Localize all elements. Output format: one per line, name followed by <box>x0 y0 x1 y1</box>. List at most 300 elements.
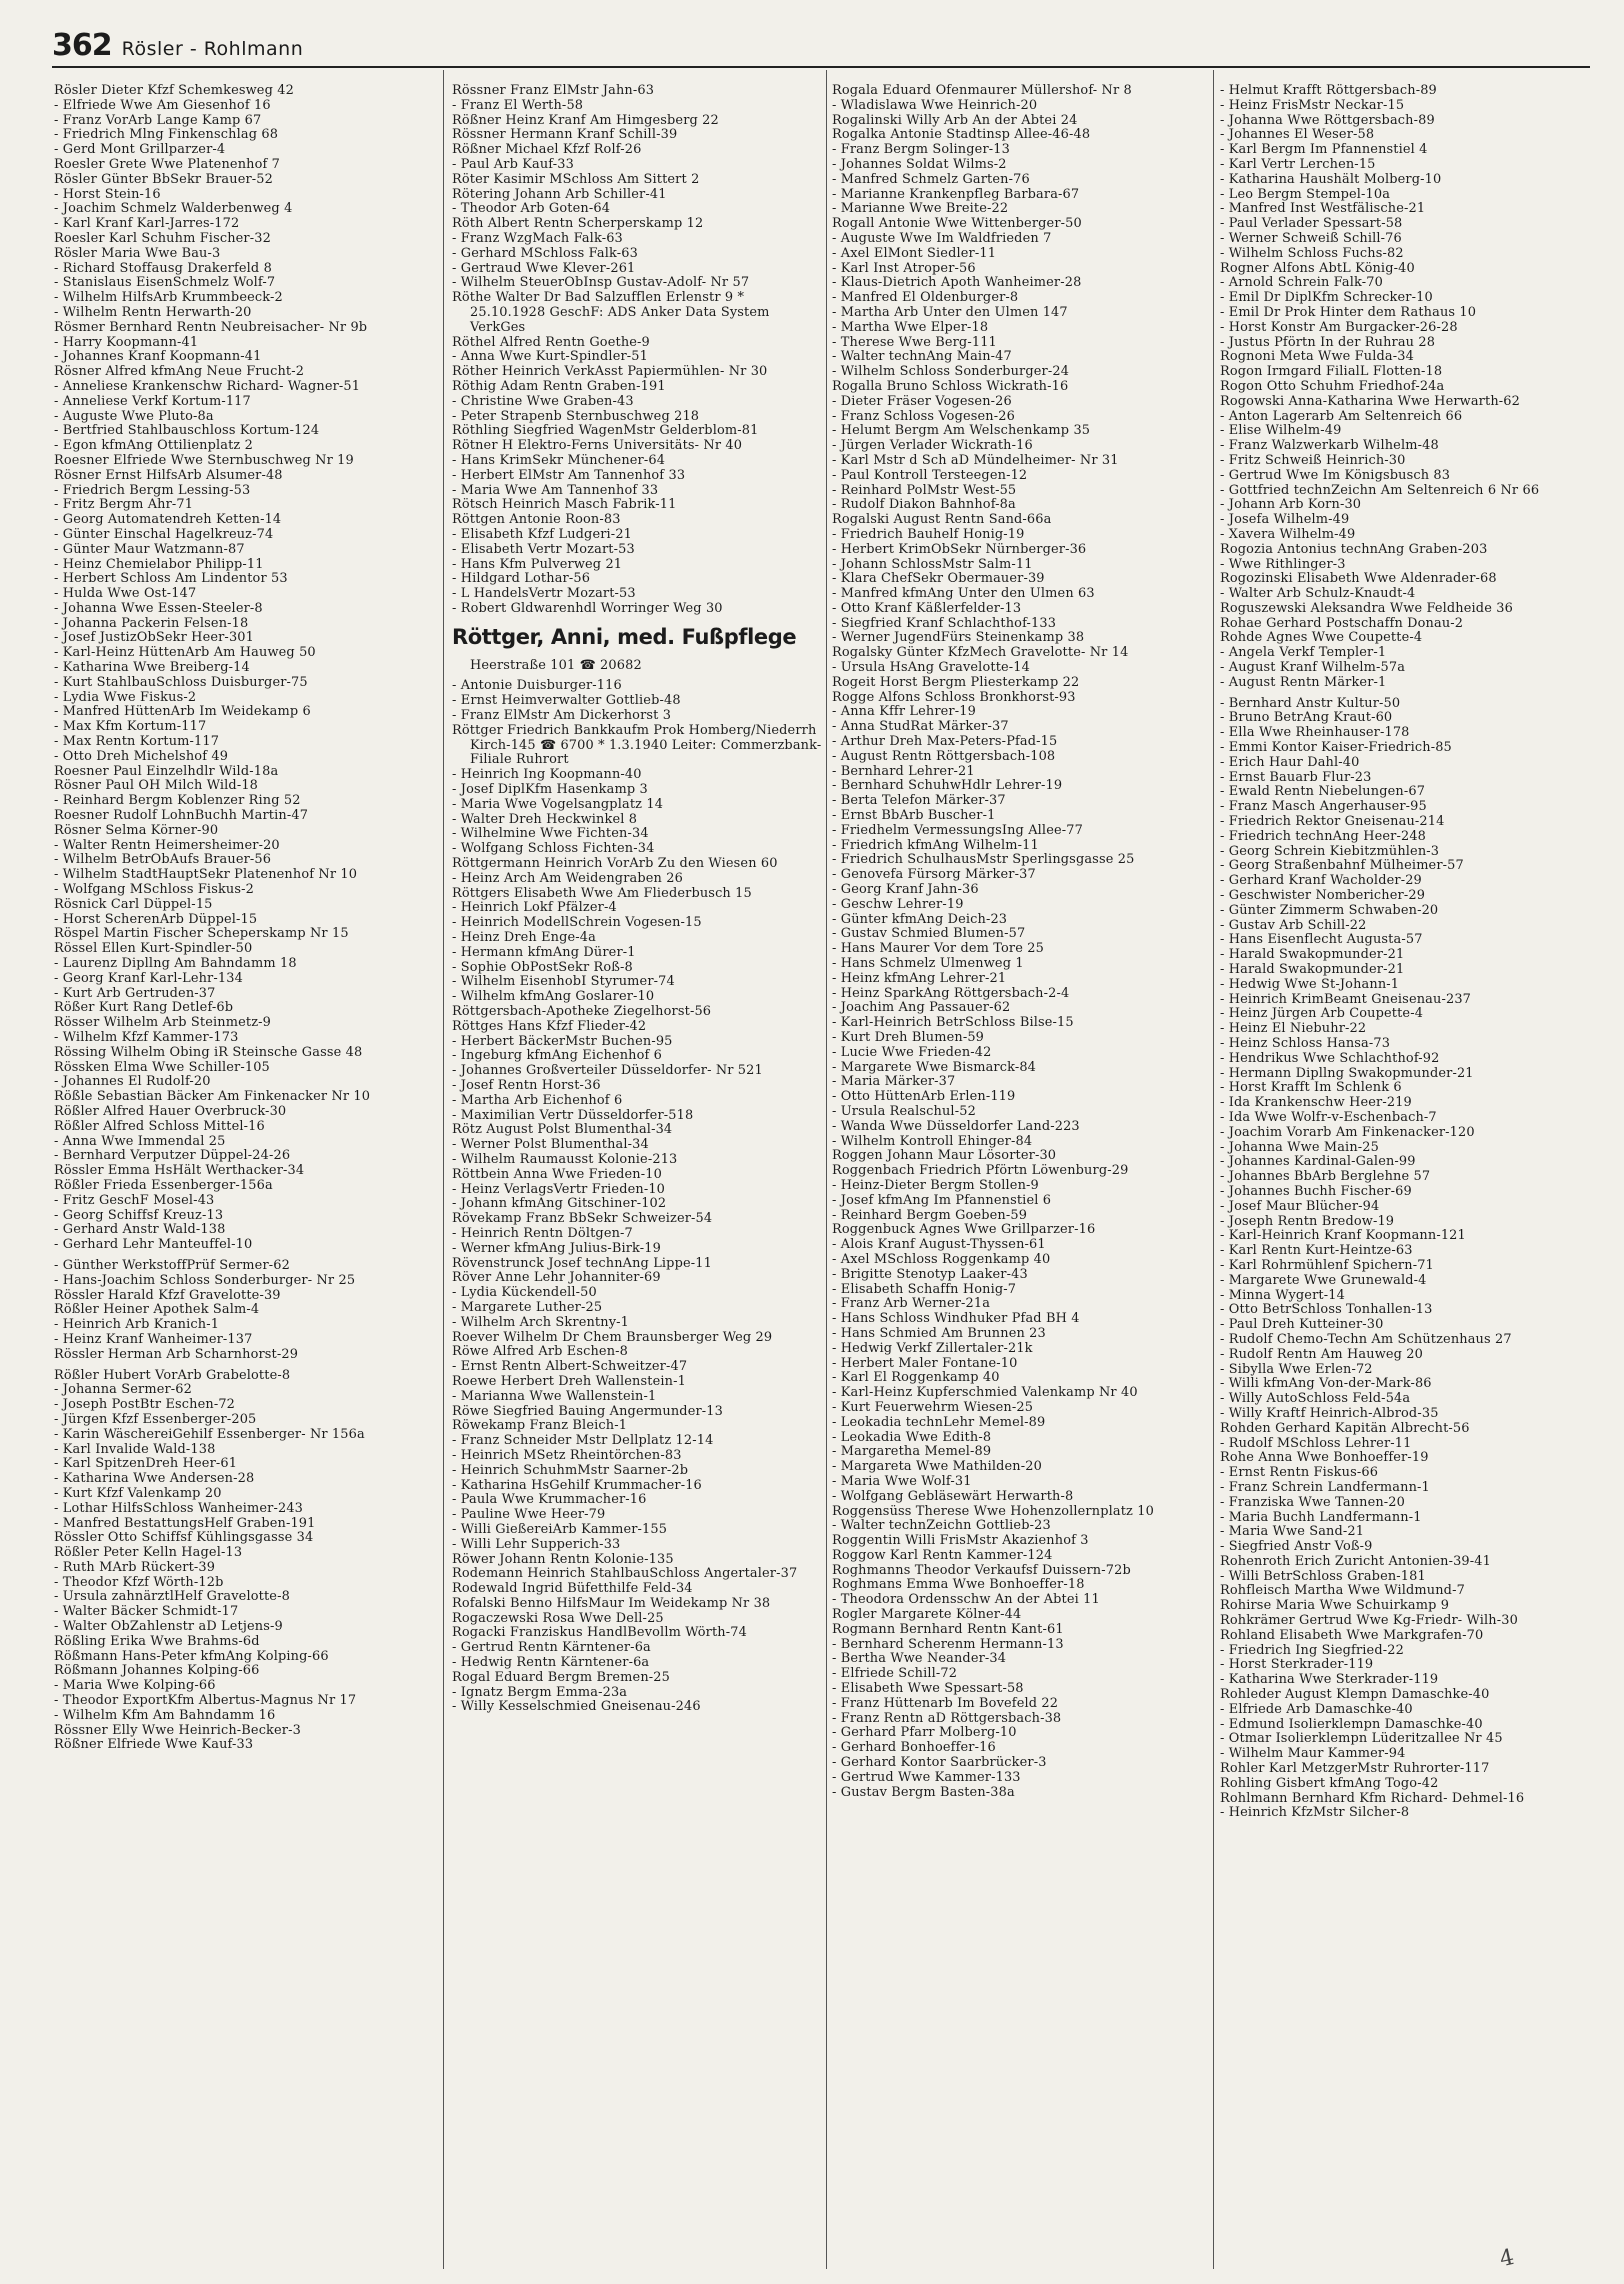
directory-entry: Rössing Wilhelm Obing iR Steinsche Gasse 48 <box>54 1044 363 1060</box>
directory-entry: Roesler Karl Schuhm Fischer-32 <box>54 230 271 246</box>
directory-entry: Rössler Emma HsHält Werthacker-34 <box>54 1163 305 1179</box>
directory-entry: Rohenroth Erich Zuricht Antonien-39-41 <box>1220 1553 1491 1569</box>
directory-entry: - Wolfgang Schloss Fichten-34 <box>452 841 655 857</box>
directory-entry: Rösner Paul OH Milch Wild-18 <box>54 778 259 794</box>
directory-entry: - Wilhelm Maur Kammer-94 <box>1220 1746 1406 1762</box>
directory-entry: - Edmund Isolierklempn Damaschke-40 <box>1220 1716 1483 1732</box>
directory-entry: - Anna StudRat Märker-37 <box>832 719 1009 735</box>
directory-entry: Roggen Johann Maur Lösorter-30 <box>832 1148 1057 1164</box>
directory-entry: Röttgermann Heinrich VorArb Zu den Wiesen 60 <box>452 856 778 872</box>
directory-entry: - Ursula Realschul-52 <box>832 1103 976 1119</box>
directory-entry: - Maria Wwe Sand-21 <box>1220 1524 1365 1540</box>
directory-entry: Rövekamp Franz BbSekr Schweizer-54 <box>452 1211 713 1227</box>
directory-entry: Rösler Dieter Kfzf Schemkesweg 42 <box>54 84 294 98</box>
directory-entry: - Heinrich KfzMstr Silcher-8 <box>1220 1805 1410 1821</box>
directory-entry: - Willi Lehr Supperich-33 <box>452 1536 621 1552</box>
directory-entry: - Heinz Dreh Enge-4a <box>452 930 596 946</box>
directory-entry: Rohkrämer Gertrud Wwe Kg-Friedr- Wilh-30 <box>1220 1613 1518 1629</box>
directory-entry: - Horst Krafft Im Schlenk 6 <box>1220 1080 1402 1096</box>
directory-entry: - Franz ElMstr Am Dickerhorst 3 <box>452 708 672 724</box>
directory-entry: - Josef kfmAng Im Pfannenstiel 6 <box>832 1192 1052 1208</box>
directory-entry: - Johann SchlossMstr Salm-11 <box>832 556 1033 572</box>
directory-entry: - Karl Kranf Karl-Jarres-172 <box>54 216 240 232</box>
directory-entry: - Josefa Wilhelm-49 <box>1220 512 1350 528</box>
directory-entry: - Heinrich Lokf Pfälzer-4 <box>452 900 617 916</box>
directory-entry: - Ernst Rentn Albert-Schweitzer-47 <box>452 1359 688 1375</box>
directory-entry: - Walter Rentn Heimersheimer-20 <box>54 837 280 853</box>
directory-entry: - Reinhard PolMstr West-55 <box>832 482 1017 498</box>
directory-entry: - Franz Schloss Vogesen-26 <box>832 408 1015 424</box>
directory-entry: - Karl El Roggenkamp 40 <box>832 1370 1000 1386</box>
directory-entry: - Franz Schrein Landfermann-1 <box>1220 1479 1430 1495</box>
directory-entry: - Johanna Sermer-62 <box>54 1382 193 1398</box>
directory-entry: Rößmann Johannes Kolping-66 <box>54 1663 260 1679</box>
directory-entry: - Ingeburg kfmAng Eichenhof 6 <box>452 1048 663 1064</box>
directory-entry: - Geschwister Nombericher-29 <box>1220 888 1426 904</box>
directory-entry: - Paul Dreh Kutteiner-30 <box>1220 1317 1384 1333</box>
directory-entry: Rösner Alfred kfmAng Neue Frucht-2 <box>54 364 305 380</box>
directory-entry: - Sibylla Wwe Erlen-72 <box>1220 1361 1373 1377</box>
directory-entry: - Friedrich kfmAng Wilhelm-11 <box>832 837 1039 853</box>
directory-entry: - Maria Wwe Wolf-31 <box>832 1473 972 1489</box>
directory-entry: - Gerhard Lehr Manteuffel-10 <box>54 1237 253 1253</box>
directory-entry: Rötz August Polst Blumenthal-34 <box>452 1122 673 1138</box>
directory-entry: - Peter Strapenb Sternbuschweg 218 <box>452 408 700 424</box>
directory-entry: - Karl-Heinrich BetrSchloss Bilse-15 <box>832 1015 1074 1031</box>
directory-entry: - Arthur Dreh Max-Peters-Pfad-15 <box>832 734 1058 750</box>
directory-entry: - Gerhard Kranf Wacholder-29 <box>1220 873 1422 889</box>
directory-entry: - Karl-Heinz Kupferschmied Valenkamp Nr 40 <box>832 1385 1138 1401</box>
page-header <box>52 28 303 68</box>
directory-entry: Rövenstrunck Josef technAng Lippe-11 <box>452 1255 712 1271</box>
directory-entry: - Johanna Wwe Essen-Steeler-8 <box>54 600 263 616</box>
directory-entry: - August Kranf Wilhelm-57a <box>1220 660 1406 676</box>
directory-entry: Röttger Friedrich Bankkaufm Prok Homberg/Niederrh Kirch-145 ☎ 6700 * 1.3.1940 Leiter: Commerzbank-Filiale Ruhrort <box>452 722 822 768</box>
directory-entry: - Lydia Kückendell-50 <box>452 1285 597 1301</box>
directory-entry: Roggenbuck Agnes Wwe Grillparzer-16 <box>832 1222 1096 1238</box>
directory-entry: - Harald Swakopmunder-21 <box>1220 962 1405 978</box>
directory-entry: - Katharina Wwe Sterkrader-119 <box>1220 1672 1439 1688</box>
directory-entry: - Bertfried Stahlbauschloss Kortum-124 <box>54 423 320 439</box>
directory-entry: - Joachim Ang Passauer-62 <box>832 1000 1011 1016</box>
directory-entry: Röwe Alfred Arb Eschen-8 <box>452 1344 629 1360</box>
directory-entry: - Anneliese Verkf Kortum-117 <box>54 393 251 409</box>
directory-entry: - Ewald Rentn Niebelungen-67 <box>1220 784 1426 800</box>
directory-entry: - Manfred kfmAng Unter den Ulmen 63 <box>832 586 1095 602</box>
directory-entry: - Karl Vertr Lerchen-15 <box>1220 156 1376 172</box>
directory-entry: - Kurt Arb Gertruden-37 <box>54 985 216 1001</box>
directory-entry: - Auguste Wwe Im Waldfrieden 7 <box>832 230 1052 246</box>
directory-entry: - Egon kfmAng Ottilienplatz 2 <box>54 438 253 454</box>
directory-entry: - Xavera Wilhelm-49 <box>1220 526 1356 542</box>
page-number: 362 <box>52 28 112 63</box>
directory-entry: - Friedrich SchulhausMstr Sperlingsgasse 25 <box>832 852 1135 868</box>
directory-entry: - Joseph Rentn Bredow-19 <box>1220 1213 1395 1229</box>
directory-entry: Röver Anne Lehr Johanniter-69 <box>452 1270 661 1286</box>
directory-entry: - Hedwig Wwe St-Johann-1 <box>1220 976 1400 992</box>
directory-entry: - Karl-Heinrich Kranf Koopmann-121 <box>1220 1228 1466 1244</box>
directory-entry: Rogozinski Elisabeth Wwe Aldenrader-68 <box>1220 571 1497 587</box>
directory-entry: - Herbert KrimObSekr Nürnberger-36 <box>832 541 1087 557</box>
advertisement-address: Heerstraße 101 ☎ 20682 <box>470 657 642 673</box>
directory-entry: Rößmann Hans-Peter kfmAng Kolping-66 <box>54 1648 329 1664</box>
directory-entry: Rössner Hermann Kranf Schill-39 <box>452 127 678 143</box>
directory-entry: - Franz Rentn aD Röttgersbach-38 <box>832 1710 1062 1726</box>
directory-entry: - Karin WäschereiGehilf Essenberger- Nr 156a <box>54 1426 365 1442</box>
directory-entry: - Friedrich Ing Siegfried-22 <box>1220 1642 1404 1658</box>
directory-entry: - Reinhard Bergm Goeben-59 <box>832 1207 1028 1223</box>
directory-entry: - Wilhelm StadtHauptSekr Platenenhof Nr 10 <box>54 867 358 883</box>
directory-entry: Roguszewski Aleksandra Wwe Feldheide 36 <box>1220 600 1513 616</box>
directory-entry: Rössel Ellen Kurt-Spindler-50 <box>54 941 253 957</box>
directory-entry: - Manfred BestattungsHelf Graben-191 <box>54 1515 316 1531</box>
directory-entry: - Franz Hüttenarb Im Bovefeld 22 <box>832 1695 1059 1711</box>
directory-entry: - Heinz-Dieter Bergm Stollen-9 <box>832 1177 1039 1193</box>
directory-entry: Rösler Maria Wwe Bau-3 <box>54 245 221 261</box>
directory-entry: Rößler Peter Kelln Hagel-13 <box>54 1545 243 1561</box>
directory-entry: - Johannes Kardinal-Galen-99 <box>1220 1154 1416 1170</box>
directory-entry: - Dieter Fräser Vogesen-26 <box>832 393 1012 409</box>
directory-entry: Rogalla Bruno Schloss Wickrath-16 <box>832 378 1069 394</box>
directory-entry: Rötering Johann Arb Schiller-41 <box>452 186 667 202</box>
directory-entry: - Harry Koopmann-41 <box>54 334 199 350</box>
directory-entry: - Maria Märker-37 <box>832 1074 956 1090</box>
directory-entry: - Manfred Schmelz Garten-76 <box>832 171 1030 187</box>
directory-entry: - Marianna Wwe Wallenstein-1 <box>452 1388 657 1404</box>
directory-entry: Röttgers Elisabeth Wwe Am Fliederbusch 15 <box>452 885 752 901</box>
directory-entry: - Hedwig Rentn Kärntener-6a <box>452 1655 650 1671</box>
directory-entry: Rohde Agnes Wwe Coupette-4 <box>1220 630 1423 646</box>
directory-entry: Rogalinski Willy Arb An der Abtei 24 <box>832 112 1078 128</box>
directory-entry: Rösner Selma Körner-90 <box>54 822 219 838</box>
directory-entry: - Wilhelm kfmAng Goslarer-10 <box>452 989 655 1005</box>
directory-entry: Rösler Günter BbSekr Brauer-52 <box>54 171 273 187</box>
directory-entry: - Wilhelm Schloss Fuchs-82 <box>1220 245 1404 261</box>
directory-entry: Roggensüss Therese Wwe Hohenzollernplatz 10 <box>832 1503 1154 1519</box>
directory-entry: - Karl Invalide Wald-138 <box>54 1441 216 1457</box>
directory-entry: - Anna Wwe Immendal 25 <box>54 1133 226 1149</box>
directory-entry: - Wilhelm Raumausst Kolonie-213 <box>452 1151 678 1167</box>
directory-entry: - Emmi Kontor Kaiser-Friedrich-85 <box>1220 740 1452 756</box>
directory-entry: - Sophie ObPostSekr Roß-8 <box>452 959 633 975</box>
directory-entry: - Horst Konstr Am Burgacker-26-28 <box>1220 319 1458 335</box>
directory-entry: - Gerhard MSchloss Falk-63 <box>452 245 638 261</box>
directory-entry: - Arnold Schrein Falk-70 <box>1220 275 1383 291</box>
directory-entry: - Katharina Haushält Molberg-10 <box>1220 171 1442 187</box>
directory-entry: - Karl Mstr d Sch aD Mündelheimer- Nr 31 <box>832 452 1119 468</box>
directory-entry: - Walter technZeichn Gottlieb-23 <box>832 1518 1051 1534</box>
directory-entry: - Theodor Arb Goten-64 <box>452 201 611 217</box>
directory-entry: - Emil Dr Prok Hinter dem Rathaus 10 <box>1220 304 1477 320</box>
directory-entry: - Hans Maurer Vor dem Tore 25 <box>832 941 1044 957</box>
directory-entry: - Siegfried Kranf Schlachthof-133 <box>832 615 1057 631</box>
directory-entry: - Günter Maur Watzmann-87 <box>54 541 245 557</box>
directory-entry: - Berta Telefon Märker-37 <box>832 793 1006 809</box>
directory-entry: - Willi GießereiArb Kammer-155 <box>452 1521 668 1537</box>
directory-entry: - Josef Rentn Horst-36 <box>452 1078 601 1093</box>
directory-entry: Rötsch Heinrich Masch Fabrik-11 <box>452 497 677 513</box>
directory-entry: - Katharina Wwe Breiberg-14 <box>54 660 250 676</box>
directory-entry: - Karl Bergm Im Pfannenstiel 4 <box>1220 142 1428 158</box>
directory-entry: - Pauline Wwe Heer-79 <box>452 1507 606 1523</box>
column-divider <box>443 70 444 2269</box>
directory-entry: - Hendrikus Wwe Schlachthof-92 <box>1220 1050 1440 1066</box>
directory-entry: Roesner Rudolf LohnBuchh Martin-47 <box>54 808 309 824</box>
directory-entry: - Theodor Kfzf Wörth-12b <box>54 1574 224 1590</box>
directory-entry: - Brigitte Stenotyp Laaker-43 <box>832 1266 1028 1282</box>
directory-entry: - Wolfgang Gebläsewärt Herwarth-8 <box>832 1488 1074 1504</box>
directory-entry: - Friedrich Rektor Gneisenau-214 <box>1220 814 1445 830</box>
directory-entry: - Elfriede Schill-72 <box>832 1666 958 1682</box>
directory-entry: - Johannes Kranf Koopmann-41 <box>54 349 262 365</box>
directory-entry: - Elisabeth Wwe Spessart-58 <box>832 1681 1024 1697</box>
directory-entry: Rogmann Bernhard Rentn Kant-61 <box>832 1621 1064 1637</box>
directory-entry: Rogon Otto Schuhm Friedhof-24a <box>1220 378 1445 394</box>
directory-entry: Röth Albert Rentn Scherperskamp 12 <box>452 216 704 232</box>
directory-entry: Röthel Alfred Rentn Goethe-9 <box>452 334 650 350</box>
directory-entry: Rohler Karl MetzgerMstr Ruhrorter-117 <box>1220 1761 1490 1777</box>
directory-entry: - Ursula HsAng Gravelotte-14 <box>832 660 1031 676</box>
directory-entry: Rößler Heiner Apothek Salm-4 <box>54 1302 260 1318</box>
directory-entry: - Ernst Heimverwalter Gottlieb-48 <box>452 693 681 709</box>
directory-entry: Rohland Elisabeth Wwe Markgrafen-70 <box>1220 1627 1484 1643</box>
directory-entry: Rogaczewski Rosa Wwe Dell-25 <box>452 1610 664 1626</box>
directory-entry: - Manfred HüttenArb Im Weidekamp 6 <box>54 704 311 720</box>
directory-entry: - Theodora Ordensschw An der Abtei 11 <box>832 1592 1100 1608</box>
directory-entry: Roghmans Emma Wwe Bonhoeffer-18 <box>832 1577 1085 1593</box>
directory-entry: - Franz WzgMach Falk-63 <box>452 230 623 246</box>
directory-entry: - Paul Verlader Spessart-58 <box>1220 216 1403 232</box>
directory-entry: - Fritz Schweiß Heinrich-30 <box>1220 452 1406 468</box>
directory-entry: - Wilhelm HilfsArb Krummbeeck-2 <box>54 290 283 306</box>
directory-entry: Röwe Siegfried Bauing Angermunder-13 <box>452 1403 724 1419</box>
directory-entry: Rogacki Franziskus HandlBevollm Wörth-74 <box>452 1625 747 1641</box>
directory-entry: - Friedrich Bergm Lessing-53 <box>54 482 251 498</box>
directory-entry: - Karl Rentn Kurt-Heintze-63 <box>1220 1243 1413 1259</box>
directory-entry: Roghmanns Theodor Verkaufsf Duissern-72b <box>832 1562 1131 1578</box>
directory-entry: - Johannes Großverteiler Düsseldorfer- Nr 521 <box>452 1063 763 1079</box>
directory-entry: - Gustav Arb Schill-22 <box>1220 917 1367 933</box>
directory-entry: Roggow Karl Rentn Kammer-124 <box>832 1547 1053 1563</box>
directory-entry: - Gerhard Bonhoeffer-16 <box>832 1740 996 1756</box>
directory-entry: - Wilhelm Kfzf Kammer-173 <box>54 1030 239 1045</box>
directory-entry: - Siegfried Anstr Voß-9 <box>1220 1539 1373 1555</box>
directory-entry: - Anna Kffr Lehrer-19 <box>832 704 976 720</box>
directory-entry: - Martha Arb Unter den Ulmen 147 <box>832 304 1068 320</box>
directory-entry: - Johann kfmAng Gitschiner-102 <box>452 1196 667 1212</box>
directory-entry: - Hildgard Lothar-56 <box>452 571 591 587</box>
directory-entry: - Franz Masch Angerhauser-95 <box>1220 799 1427 815</box>
directory-entry: - Jürgen Verlader Wickrath-16 <box>832 438 1033 454</box>
directory-entry: - Heinz FrisMstr Neckar-15 <box>1220 97 1405 113</box>
directory-entry: Roesner Paul Einzelhdlr Wild-18a <box>54 763 279 779</box>
directory-entry: - Wilhelmine Wwe Fichten-34 <box>452 826 649 842</box>
directory-entry: - Franz Bergm Solinger-13 <box>832 142 1010 158</box>
directory-entry: - Lucie Wwe Frieden-42 <box>832 1044 992 1060</box>
directory-entry: - Ruth MArb Rückert-39 <box>54 1559 216 1575</box>
directory-entry: - Wilhelm SteuerObInsp Gustav-Adolf- Nr 57 <box>452 275 750 291</box>
directory-entry: Rösner Ernst HilfsArb Alsumer-48 <box>54 467 283 483</box>
directory-entry: - Laurenz Dipllng Am Bahndamm 18 <box>54 956 297 972</box>
directory-entry: - Gottfried technZeichn Am Seltenreich 6 Nr 66 <box>1220 482 1540 498</box>
directory-entry: - Otmar Isolierklempn Lüderitzallee Nr 45 <box>1220 1731 1503 1747</box>
directory-entry: - Margarete Wwe Bismarck-84 <box>832 1059 1037 1075</box>
directory-entry: - Helumt Bergm Am Welschenkamp 35 <box>832 423 1091 439</box>
directory-entry: Rössler Otto Schiffsf Kühlingsgasse 34 <box>54 1530 314 1546</box>
directory-entry: - Heinz VerlagsVertr Frieden-10 <box>452 1181 666 1197</box>
directory-entry: - Joachim Schmelz Walderbenweg 4 <box>54 201 293 217</box>
directory-entry: - Willy Kesselschmied Gneisenau-246 <box>452 1699 701 1715</box>
directory-entry: - Fritz Bergm Ahr-71 <box>54 497 194 513</box>
directory-entry: - Gertrud Wwe Im Königsbusch 83 <box>1220 467 1451 483</box>
directory-entry: - Horst Sterkrader-119 <box>1220 1657 1374 1673</box>
directory-entry: - Heinz SparkAng Röttgersbach-2-4 <box>832 985 1070 1001</box>
directory-entry: - Margareta Wwe Mathilden-20 <box>832 1459 1042 1475</box>
directory-entry: Roggentin Willi FrisMstr Akazienhof 3 <box>832 1533 1089 1549</box>
directory-entry: - Bertha Wwe Neander-34 <box>832 1651 1007 1667</box>
directory-entry: Röthling Siegfried WagenMstr Gelderblom-81 <box>452 423 759 439</box>
directory-entry: - Hans Kfm Pulverweg 21 <box>452 556 623 572</box>
directory-entry: - Gertraud Wwe Klever-261 <box>452 260 636 276</box>
directory-entry: Röspel Martin Fischer Scheperskamp Nr 15 <box>54 926 349 942</box>
directory-entry: - Horst ScherenArb Düppel-15 <box>54 911 258 927</box>
directory-entry: Rößling Erika Wwe Brahms-6d <box>54 1633 260 1649</box>
directory-entry: - Willy Kraftf Heinrich-Albrod-35 <box>1220 1405 1439 1421</box>
directory-column-1 <box>54 84 436 2269</box>
directory-entry: Roggenbach Friedrich Pförtn Löwenburg-29 <box>832 1163 1129 1179</box>
directory-entry: - Bernhard Anstr Kultur-50 <box>1220 695 1401 711</box>
directory-entry: - Rudolf Diakon Bahnhof-8a <box>832 497 1016 513</box>
directory-entry: - Wilhelm EisenhobI Styrumer-74 <box>452 974 675 990</box>
directory-entry: - Johannes Buchh Fischer-69 <box>1220 1183 1412 1199</box>
directory-entry: - Katharina Wwe Andersen-28 <box>54 1471 255 1487</box>
directory-entry: - Josef Maur Blücher-94 <box>1220 1198 1380 1214</box>
directory-entry: - Maximilian Vertr Düsseldorfer-518 <box>452 1107 694 1123</box>
directory-entry: - Angela Verkf Templer-1 <box>1220 645 1387 661</box>
directory-entry: - Ella Wwe Rheinhauser-178 <box>1220 725 1410 741</box>
page-title: Rösler - Rohlmann <box>121 38 304 60</box>
directory-entry: - Georg Kranf Karl-Lehr-134 <box>54 970 243 986</box>
directory-entry: - Hermann kfmAng Dürer-1 <box>452 944 636 960</box>
directory-entry: - Josef DiplKfm Hasenkamp 3 <box>452 782 648 798</box>
directory-entry: Rößler Alfred Hauer Overbruck-30 <box>54 1103 287 1119</box>
directory-entry: - Manfred El Oldenburger-8 <box>832 290 1019 306</box>
directory-entry: Rößner Elfriede Wwe Kauf-33 <box>54 1737 254 1753</box>
directory-entry: - Anna Wwe Kurt-Spindler-51 <box>452 349 648 365</box>
directory-column-3 <box>832 84 1206 2269</box>
directory-entry: - Klaus-Dietrich Apoth Wanheimer-28 <box>832 275 1082 291</box>
directory-entry: Röttges Hans Kfzf Flieder-42 <box>452 1018 647 1034</box>
directory-entry: - Johannes El Weser-58 <box>1220 127 1375 143</box>
directory-entry: - Heinz El Niebuhr-22 <box>1220 1021 1367 1037</box>
directory-entry: - Hulda Wwe Ost-147 <box>54 586 197 602</box>
directory-entry: - Gertrud Rentn Kärntener-6a <box>452 1640 651 1656</box>
directory-entry: - Anneliese Krankenschw Richard- Wagner-51 <box>54 378 361 394</box>
directory-entry: Röthe Walter Dr Bad Salzufflen Erlenstr 9 * 25.10.1928 GeschF: ADS Anker Data System VerkGes <box>452 290 770 335</box>
directory-entry: Rohlmann Bernhard Kfm Richard- Dehmel-16 <box>1220 1790 1525 1806</box>
directory-entry: - Franz Arb Werner-21a <box>832 1296 991 1312</box>
directory-entry: - Karl-Heinz HüttenArb Am Hauweg 50 <box>54 645 316 661</box>
directory-entry: - Jürgen Kfzf Essenberger-205 <box>54 1411 257 1427</box>
directory-entry: - Rudolf Chemo-Techn Am Schützenhaus 27 <box>1220 1331 1512 1347</box>
directory-entry: - Johannes Soldat Wilms-2 <box>832 156 1007 172</box>
directory-entry: - Katharina HsGehilf Krummacher-16 <box>452 1477 702 1493</box>
directory-entry: Rodewald Ingrid Büfetthilfe Feld-34 <box>452 1581 693 1597</box>
directory-entry: Rohe Anna Wwe Bonhoeffer-19 <box>1220 1450 1429 1466</box>
directory-entry: Rogozia Antonius technAng Graben-203 <box>1220 541 1488 557</box>
directory-entry: - Wilhelm Arch Skrentny-1 <box>452 1314 629 1330</box>
directory-entry: - Herbert ElMstr Am Tannenhof 33 <box>452 467 686 483</box>
directory-entry: - Kurt Dreh Blumen-59 <box>832 1030 985 1045</box>
directory-entry: Rössken Elma Wwe Schiller-105 <box>54 1059 270 1075</box>
directory-entry: - Johanna Wwe Main-25 <box>1220 1139 1379 1155</box>
directory-entry: Rötner H Elektro-Ferns Universitäts- Nr 40 <box>452 438 743 454</box>
directory-entry: - Wanda Wwe Düsseldorfer Land-223 <box>832 1118 1080 1134</box>
directory-entry: - Georg Schrein Kiebitzmühlen-3 <box>1220 843 1440 859</box>
directory-entry: - Martha Arb Eichenhof 6 <box>452 1092 623 1108</box>
directory-entry: - Margarete Luther-25 <box>452 1299 603 1315</box>
directory-entry: Röwekamp Franz Bleich-1 <box>452 1418 628 1434</box>
directory-entry: - Franz VorArb Lange Kamp 67 <box>54 112 262 128</box>
directory-entry: Rösmer Bernhard Rentn Neubreisacher- Nr 9b <box>54 319 368 335</box>
directory-entry: - Leokadia technLehr Memel-89 <box>832 1414 1046 1430</box>
directory-entry: Rohling Gisbert kfmAng Togo-42 <box>1220 1775 1439 1791</box>
directory-entry: Rognoni Meta Wwe Fulda-34 <box>1220 349 1414 365</box>
directory-entry: - Anton Lagerarb Am Seltenreich 66 <box>1220 408 1463 424</box>
directory-entry: - Heinrich Rentn Döltgen-7 <box>452 1225 633 1241</box>
directory-entry: - Bernhard Lehrer-21 <box>832 763 975 779</box>
directory-entry: - Heinrich ModellSchrein Vogesen-15 <box>452 915 702 931</box>
directory-entry: Rogge Alfons Schloss Bronkhorst-93 <box>832 689 1076 705</box>
directory-entry: - Heinrich Ing Koopmann-40 <box>452 767 642 783</box>
directory-entry: - Heinrich SchuhmMstr Saarner-2b <box>452 1462 689 1478</box>
directory-entry: - Richard Stoffausg Drakerfeld 8 <box>54 260 272 276</box>
directory-entry: - Hans-Joachim Schloss Sonderburger- Nr 25 <box>54 1272 356 1288</box>
directory-entry: Röwer Johann Rentn Kolonie-135 <box>452 1551 674 1567</box>
directory-entry: - Harald Swakopmunder-21 <box>1220 947 1405 963</box>
directory-entry: - Heinz Jürgen Arb Coupette-4 <box>1220 1006 1424 1022</box>
directory-entry: Roever Wilhelm Dr Chem Braunsberger Weg 29 <box>452 1329 773 1345</box>
directory-entry: - Wladislawa Wwe Heinrich-20 <box>832 97 1038 113</box>
directory-entry: - Axel ElMont Siedler-11 <box>832 245 997 261</box>
directory-entry: - Manfred Inst Westfälische-21 <box>1220 201 1426 217</box>
directory-entry: - Reinhard Bergm Koblenzer Ring 52 <box>54 793 301 809</box>
directory-entry: - Kurt StahlbauSchloss Duisburger-75 <box>54 674 308 690</box>
directory-entry: - Ernst Bauarb Flur-23 <box>1220 769 1372 785</box>
directory-entry: - Ida Krankenschw Heer-219 <box>1220 1095 1412 1111</box>
directory-entry: - Heinz kfmAng Lehrer-21 <box>832 970 1007 986</box>
directory-entry: - Gertrud Wwe Kammer-133 <box>832 1769 1021 1785</box>
directory-entry: - Günther WerkstoffPrüf Sermer-62 <box>54 1257 290 1273</box>
directory-entry: - Heinrich KrimBeamt Gneisenau-237 <box>1220 991 1472 1007</box>
directory-entry: Rogon Irmgard FilialL Flotten-18 <box>1220 364 1443 380</box>
directory-entry: - Robert Gldwarenhdl Worringer Weg 30 <box>452 600 723 616</box>
directory-entry: - Gustav Schmied Blumen-57 <box>832 926 1026 942</box>
directory-entry: - Werner kfmAng Julius-Birk-19 <box>452 1240 661 1256</box>
directory-entry: Rohae Gerhard Postschaffn Donau-2 <box>1220 615 1464 631</box>
directory-entry: Rogeit Horst Bergm Pliesterkamp 22 <box>832 674 1080 690</box>
directory-entry: - Heinrich MSetz Rheintörchen-83 <box>452 1447 682 1463</box>
directory-entry: - Joachim Vorarb Am Finkenacker-120 <box>1220 1124 1475 1140</box>
directory-entry: - Karl SpitzenDreh Heer-61 <box>54 1456 238 1472</box>
directory-entry: - Franziska Wwe Tannen-20 <box>1220 1494 1406 1510</box>
directory-entry: - Heinz Schloss Hansa-73 <box>1220 1036 1391 1051</box>
directory-entry: - Gerd Mont Grillparzer-4 <box>54 142 226 158</box>
directory-entry: - Otto Dreh Michelshof 49 <box>54 748 229 764</box>
directory-entry: - Margarete Wwe Grunewald-4 <box>1220 1272 1427 1288</box>
directory-entry: - Hans Schloss Windhuker Pfad BH 4 <box>832 1311 1080 1327</box>
directory-entry: - Günter kfmAng Deich-23 <box>832 911 1008 927</box>
